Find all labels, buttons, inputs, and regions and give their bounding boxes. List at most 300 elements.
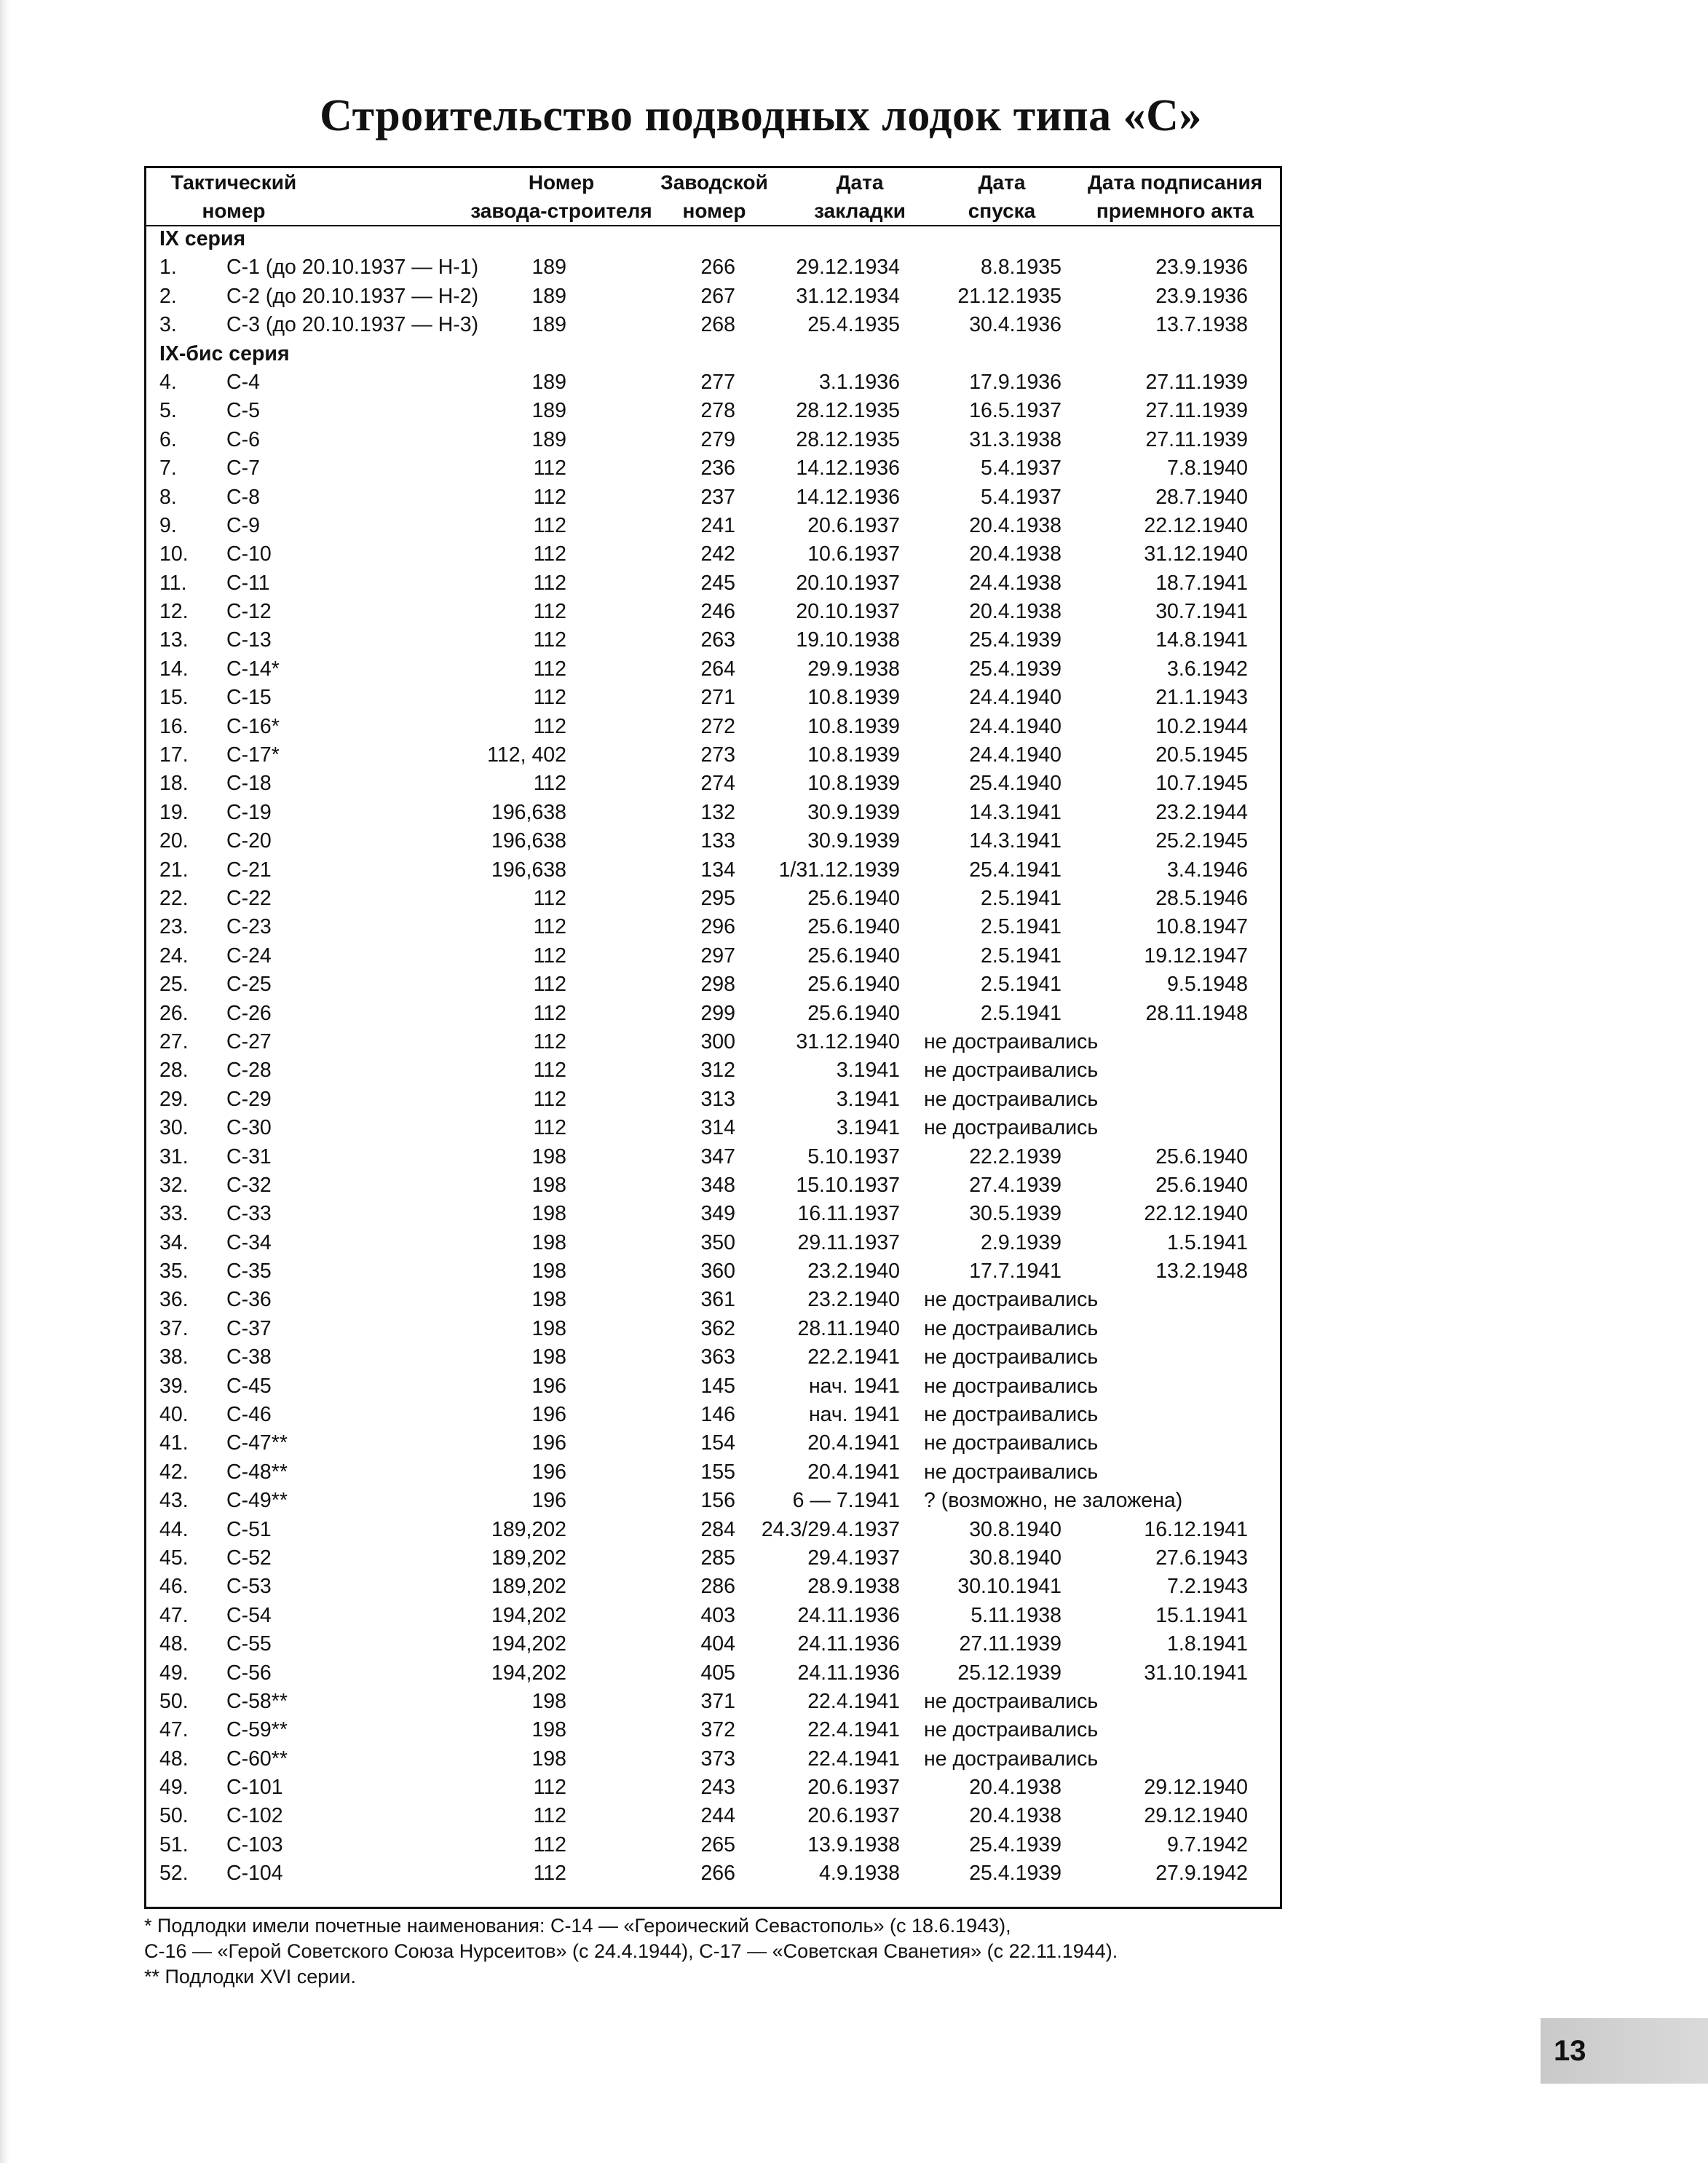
launch-date: 17.9.1936 [969,370,1061,394]
row-index: 10. [159,542,189,566]
plant-number: 198 [531,1747,566,1771]
laid-date: 24.11.1936 [797,1603,900,1627]
factory-number: 296 [700,915,735,939]
tactical-number: С-32 [226,1173,272,1197]
plant-number: 112, 402 [487,743,566,767]
header-line2: завода-строителя [470,199,652,222]
row-index: 50. [159,1804,189,1828]
launch-date: 27.4.1939 [969,1173,1061,1197]
laid-date: 22.4.1941 [807,1689,900,1713]
acceptance-date: 18.7.1941 [1155,571,1248,595]
acceptance-date: 10.2.1944 [1155,714,1248,738]
tactical-number: С-11 [226,571,270,595]
acceptance-date: 23.2.1944 [1155,800,1248,824]
factory-number: 403 [700,1603,735,1627]
laid-date: 6 — 7.1941 [792,1489,900,1513]
factory-number: 267 [700,284,735,308]
launch-date: 17.7.1941 [969,1260,1061,1284]
plant-number: 112 [533,714,566,738]
page-number: 13 [1541,2018,1708,2084]
completion-note: не достраивались [924,1029,1099,1053]
launch-date: 8.8.1935 [981,256,1061,280]
tactical-number: С-60** [226,1747,288,1771]
plant-number: 112 [533,513,566,537]
acceptance-date: 27.9.1942 [1155,1862,1248,1886]
laid-date: 19.10.1938 [796,628,900,652]
acceptance-date: 9.5.1948 [1167,973,1248,997]
launch-date: 30.4.1936 [969,313,1061,337]
launch-date: 30.8.1940 [969,1546,1061,1570]
plant-number: 112 [533,542,566,566]
table-row [146,1086,1280,1114]
table-row [146,540,1280,569]
header-line1: Дата подписания [1087,171,1263,194]
factory-number: 243 [700,1776,735,1800]
acceptance-date: 29.12.1940 [1144,1776,1248,1800]
plant-number: 198 [531,1202,566,1226]
tactical-number: С-34 [226,1230,272,1254]
acceptance-date: 13.2.1948 [1155,1260,1248,1284]
launch-date: 20.4.1938 [969,1776,1061,1800]
acceptance-date: 9.7.1942 [1167,1832,1248,1856]
launch-date: 5.11.1938 [970,1603,1061,1627]
row-index: 29. [159,1087,189,1111]
acceptance-date: 28.7.1940 [1155,485,1248,509]
row-index: 20. [159,829,189,853]
completion-note: не достраивались [924,1288,1099,1312]
laid-date: 28.12.1935 [796,427,900,451]
scan-edge [0,0,10,2163]
row-index: 6. [159,427,177,451]
laid-date: 24.11.1936 [797,1661,900,1685]
launch-date: 25.4.1939 [969,628,1061,652]
launch-date: 30.8.1940 [969,1517,1061,1541]
tactical-number: С-6 [226,427,260,451]
factory-number: 297 [700,944,735,968]
laid-date: 14.12.1936 [796,456,900,481]
laid-date: 5.10.1937 [807,1144,900,1169]
row-index: 48. [159,1747,189,1771]
launch-date: 5.4.1937 [981,456,1061,481]
factory-number: 361 [700,1288,735,1312]
table-row [146,1114,1280,1142]
laid-date: 4.9.1938 [819,1862,900,1886]
acceptance-date: 3.4.1946 [1167,858,1248,882]
launch-date: 20.4.1938 [969,542,1061,566]
row-index: 35. [159,1260,189,1284]
completion-note: не достраивались [924,1345,1099,1369]
factory-number: 146 [700,1403,735,1427]
table-row [146,1401,1280,1429]
acceptance-date: 28.11.1948 [1145,1001,1248,1025]
plant-number: 198 [531,1173,566,1197]
plant-number: 198 [531,1316,566,1340]
table-row [146,885,1280,913]
tactical-number: С-26 [226,1001,272,1025]
laid-date: 23.2.1940 [807,1288,900,1312]
tactical-number: С-25 [226,973,272,997]
row-index: 39. [159,1374,189,1398]
launch-date: 22.2.1939 [969,1144,1061,1169]
tactical-number: С-12 [226,600,272,624]
acceptance-date: 3.6.1942 [1167,657,1248,681]
acceptance-date: 1.5.1941 [1167,1230,1248,1254]
row-index: 5. [159,399,177,423]
acceptance-date: 31.12.1940 [1144,542,1248,566]
row-index: 34. [159,1230,189,1254]
table-row [146,1171,1280,1200]
table-row [146,368,1280,397]
row-index: 2. [159,284,177,308]
tactical-number: С-24 [226,944,272,968]
table-row [146,454,1280,483]
plant-number: 112 [533,886,566,910]
laid-date: 3.1941 [836,1059,900,1083]
tactical-number: С-101 [226,1776,283,1800]
factory-number: 156 [700,1489,735,1513]
completion-note: не достраивались [924,1460,1099,1484]
completion-note: не достраивались [924,1116,1099,1140]
factory-number: 266 [700,256,735,280]
row-index: 1. [159,256,177,280]
construction-table [144,166,1282,1909]
laid-date: 31.12.1940 [796,1029,900,1053]
row-index: 26. [159,1001,189,1025]
table-row [146,282,1280,311]
tactical-number: С-2 (до 20.10.1937 — Н-2) [226,284,479,308]
plant-number: 196 [531,1489,566,1513]
factory-number: 279 [700,427,735,451]
laid-date: 28.11.1940 [797,1316,900,1340]
plant-number: 189 [531,370,566,394]
table-row [146,1200,1280,1228]
laid-date: 25.6.1940 [807,886,900,910]
row-index: 24. [159,944,189,968]
tactical-number: С-48** [226,1460,288,1484]
plant-number: 112 [533,1001,566,1025]
completion-note: не достраивались [924,1316,1099,1340]
row-index: 36. [159,1288,189,1312]
factory-number: 145 [700,1374,735,1398]
footnote: * Подлодки имели почетные наименования: С-14 — «Героический Севастополь» (с 18.6.1943), [144,1915,1011,1937]
acceptance-date: 14.8.1941 [1155,628,1248,652]
launch-date: 14.3.1941 [969,800,1061,824]
table-row [146,1688,1280,1716]
laid-date: 15.10.1937 [796,1173,900,1197]
launch-date: 2.5.1941 [981,944,1061,968]
factory-number: 155 [700,1460,735,1484]
plant-number: 189 [531,399,566,423]
laid-date: 22.4.1941 [807,1718,900,1742]
acceptance-date: 27.6.1943 [1155,1546,1248,1570]
plant-number: 198 [531,1718,566,1742]
laid-date: 23.2.1940 [807,1260,900,1284]
header-line2: спуска [968,199,1036,222]
tactical-number: С-49** [226,1489,288,1513]
factory-number: 363 [700,1345,735,1369]
tactical-number: С-36 [226,1288,272,1312]
completion-note: не достраивались [924,1718,1099,1742]
plant-number: 112 [533,1059,566,1083]
row-index: 48. [159,1632,189,1656]
table-row [146,1056,1280,1085]
factory-number: 312 [700,1059,735,1083]
factory-number: 271 [700,686,735,710]
launch-date: 30.5.1939 [969,1202,1061,1226]
tactical-number: С-51 [226,1517,272,1541]
factory-number: 277 [700,370,735,394]
row-index: 52. [159,1862,189,1886]
laid-date: 10.8.1939 [807,743,900,767]
acceptance-date: 10.8.1947 [1155,915,1248,939]
factory-number: 154 [700,1431,735,1455]
table-row [146,1516,1280,1544]
table-row [146,655,1280,684]
row-index: 40. [159,1403,189,1427]
tactical-number: С-8 [226,485,260,509]
plant-number: 112 [533,1029,566,1053]
laid-date: нач. 1941 [808,1403,900,1427]
table-row [146,1315,1280,1343]
series-heading: IX серия [159,227,246,250]
table-row [146,1659,1280,1688]
table-row [146,1429,1280,1458]
plant-number: 112 [533,571,566,595]
row-index: 32. [159,1173,189,1197]
tactical-number: С-4 [226,370,260,394]
laid-date: 22.4.1941 [807,1747,900,1771]
factory-number: 284 [700,1517,735,1541]
header-line1: Номер [528,171,595,194]
factory-number: 263 [700,628,735,652]
row-index: 22. [159,886,189,910]
acceptance-date: 7.2.1943 [1167,1575,1248,1599]
factory-number: 241 [700,513,735,537]
laid-date: 25.4.1935 [807,313,900,337]
launch-date: 21.12.1935 [957,284,1061,308]
launch-date: 2.9.1939 [981,1230,1061,1254]
laid-date: 25.6.1940 [807,944,900,968]
tactical-number: С-29 [226,1087,272,1111]
tactical-number: С-55 [226,1632,272,1656]
tactical-number: С-35 [226,1260,272,1284]
row-index: 28. [159,1059,189,1083]
acceptance-date: 1.8.1941 [1167,1632,1248,1656]
table-row [146,1343,1280,1372]
launch-date: 24.4.1940 [969,743,1061,767]
tactical-number: С-28 [226,1059,272,1083]
row-index: 13. [159,628,189,652]
table-body [146,225,1280,1889]
plant-number: 194,202 [491,1632,566,1656]
table-row [146,483,1280,512]
plant-number: 196,638 [491,800,566,824]
laid-date: 25.6.1940 [807,915,900,939]
launch-date: 25.12.1939 [957,1661,1061,1685]
plant-number: 189,202 [491,1517,566,1541]
table-row [146,1000,1280,1028]
completion-note: ? (возможно, не заложена) [924,1489,1183,1513]
tactical-number: С-23 [226,915,272,939]
row-index: 42. [159,1460,189,1484]
acceptance-date: 25.6.1940 [1155,1173,1248,1197]
table-row [146,569,1280,598]
completion-note: не достраивались [924,1374,1099,1398]
launch-date: 2.5.1941 [981,1001,1061,1025]
table-row [146,741,1280,770]
tactical-number: С-31 [226,1144,272,1169]
row-index: 15. [159,686,189,710]
footnote: ** Подлодки XVI серии. [144,1966,356,1988]
factory-number: 274 [700,772,735,796]
laid-date: 28.9.1938 [807,1575,900,1599]
tactical-number: С-15 [226,686,272,710]
laid-date: 16.11.1937 [797,1202,900,1226]
row-index: 41. [159,1431,189,1455]
tactical-number: С-14* [226,657,280,681]
acceptance-date: 21.1.1943 [1155,686,1248,710]
laid-date: 20.6.1937 [807,513,900,537]
table-row [146,1859,1280,1888]
table-row [146,1602,1280,1630]
launch-date: 16.5.1937 [969,399,1061,423]
factory-number: 245 [700,571,735,595]
laid-date: 10.8.1939 [807,772,900,796]
laid-date: 25.6.1940 [807,1001,900,1025]
laid-date: 29.12.1934 [796,256,900,280]
tactical-number: С-9 [226,513,260,537]
row-index: 8. [159,485,177,509]
header-line1: Дата [836,171,884,194]
laid-date: 25.6.1940 [807,973,900,997]
factory-number: 264 [700,657,735,681]
table-row [146,942,1280,970]
laid-date: 30.9.1939 [807,800,900,824]
factory-number: 350 [700,1230,735,1254]
factory-number: 273 [700,743,735,767]
row-index: 45. [159,1546,189,1570]
plant-number: 198 [531,1230,566,1254]
plant-number: 112 [533,1832,566,1856]
plant-number: 198 [531,1689,566,1713]
launch-date: 30.10.1941 [957,1575,1061,1599]
plant-number: 194,202 [491,1661,566,1685]
acceptance-date: 30.7.1941 [1155,600,1248,624]
acceptance-date: 28.5.1946 [1155,886,1248,910]
row-index: 18. [159,772,189,796]
tactical-number: С-1 (до 20.10.1937 — Н-1) [226,256,479,280]
table-row [146,1286,1280,1314]
page-title: Строительство подводных лодок типа «С» [320,91,1202,141]
factory-number: 300 [700,1029,735,1053]
launch-date: 31.3.1938 [969,427,1061,451]
launch-date: 24.4.1940 [969,714,1061,738]
completion-note: не достраивались [924,1059,1099,1083]
tactical-number: С-59** [226,1718,288,1742]
row-index: 33. [159,1202,189,1226]
row-index: 47. [159,1718,189,1742]
row-index: 37. [159,1316,189,1340]
launch-date: 24.4.1940 [969,686,1061,710]
header-laid-date [787,168,933,225]
header-plant-number [452,168,671,225]
tactical-number: С-5 [226,399,260,423]
plant-number: 189 [531,284,566,308]
laid-date: 29.9.1938 [807,657,900,681]
row-index: 23. [159,915,189,939]
factory-number: 349 [700,1202,735,1226]
acceptance-date: 27.11.1939 [1145,370,1248,394]
header-line1: Дата [978,171,1026,194]
factory-number: 371 [700,1689,735,1713]
laid-date: 20.6.1937 [807,1804,900,1828]
row-index: 31. [159,1144,189,1169]
laid-date: нач. 1941 [808,1374,900,1398]
launch-date: 25.4.1941 [969,858,1061,882]
table-row [146,598,1280,626]
row-index: 51. [159,1832,189,1856]
table-row [146,1716,1280,1744]
factory-number: 362 [700,1316,735,1340]
completion-note: не достраивались [924,1689,1099,1713]
tactical-number: С-104 [226,1862,283,1886]
plant-number: 189 [531,427,566,451]
table-row [146,1573,1280,1601]
laid-date: 20.10.1937 [796,571,900,595]
plant-number: 189,202 [491,1575,566,1599]
header-line1: Заводской [660,171,768,194]
table-row [146,913,1280,941]
launch-date: 5.4.1937 [981,485,1061,509]
table-row [146,1544,1280,1573]
launch-date: 25.4.1939 [969,1832,1061,1856]
table-row [146,1630,1280,1658]
factory-number: 373 [700,1747,735,1771]
laid-date: 20.10.1937 [796,600,900,624]
launch-date: 24.4.1938 [969,571,1061,595]
tactical-number: С-33 [226,1202,272,1226]
row-index: 47. [159,1603,189,1627]
acceptance-date: 10.7.1945 [1155,772,1248,796]
factory-number: 314 [700,1116,735,1140]
row-index: 46. [159,1575,189,1599]
laid-date: 30.9.1939 [807,829,900,853]
laid-date: 3.1941 [836,1116,900,1140]
completion-note: не достраивались [924,1747,1099,1771]
table-row [146,626,1280,655]
laid-date: 20.4.1941 [807,1431,900,1455]
plant-number: 194,202 [491,1603,566,1627]
tactical-number: С-27 [226,1029,272,1053]
factory-number: 265 [700,1832,735,1856]
tactical-number: С-38 [226,1345,272,1369]
table-row [146,684,1280,712]
laid-date: 20.4.1941 [807,1460,900,1484]
factory-number: 405 [700,1661,735,1685]
completion-note: не достраивались [924,1431,1099,1455]
row-index: 44. [159,1517,189,1541]
tactical-number: С-30 [226,1116,272,1140]
plant-number: 112 [533,944,566,968]
acceptance-date: 22.12.1940 [1144,513,1248,537]
laid-date: 10.8.1939 [807,714,900,738]
tactical-number: С-21 [226,858,272,882]
tactical-number: С-52 [226,1546,272,1570]
table-row [146,512,1280,540]
tactical-number: С-56 [226,1661,272,1685]
row-index: 19. [159,800,189,824]
laid-date: 20.6.1937 [807,1776,900,1800]
